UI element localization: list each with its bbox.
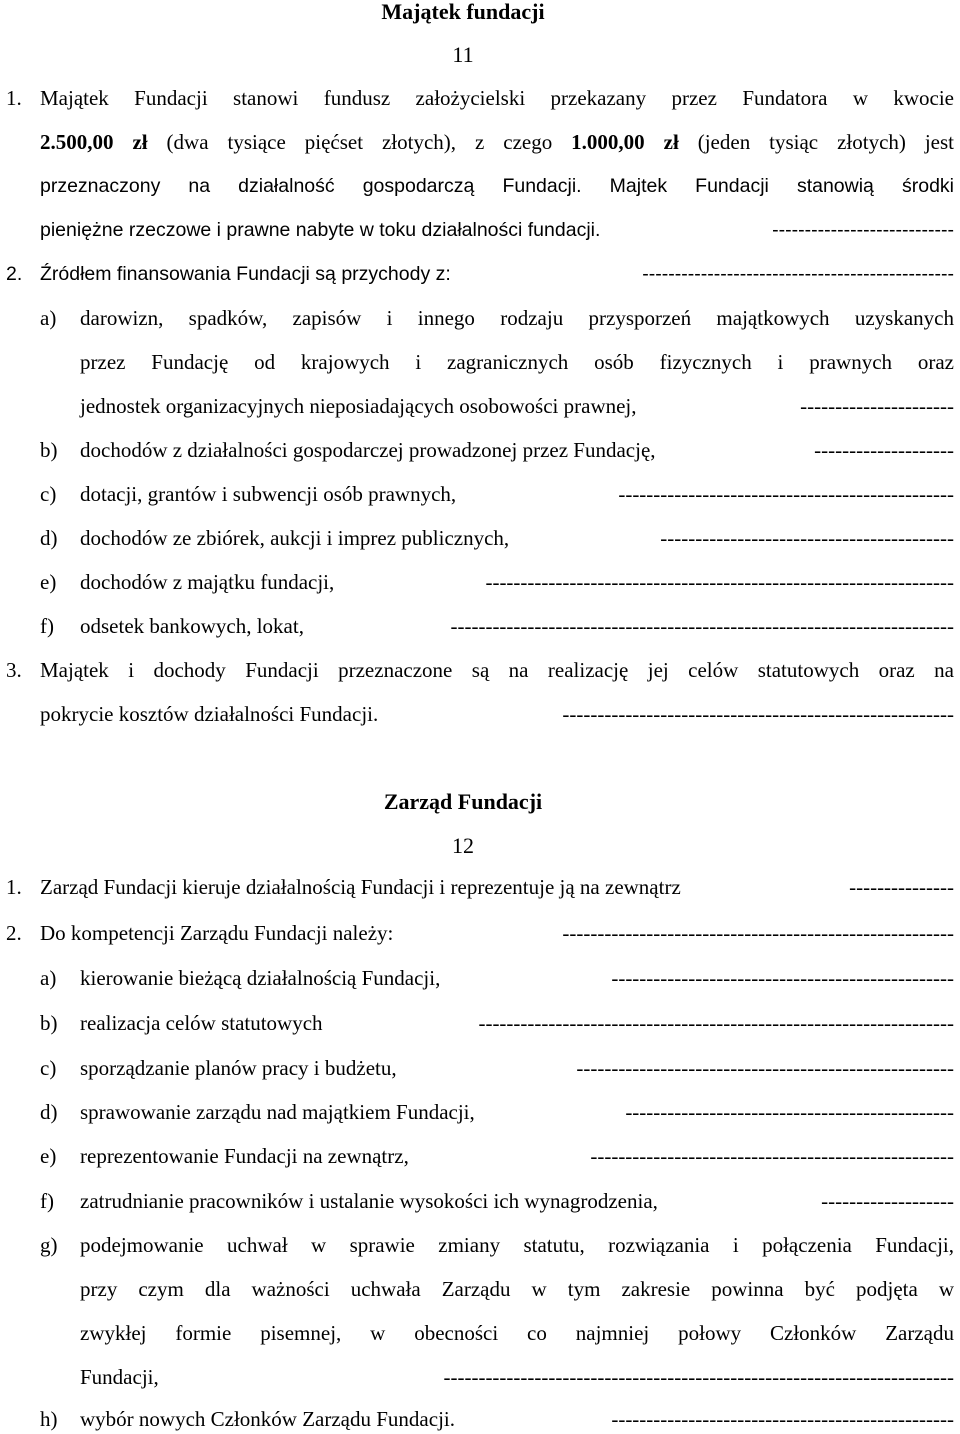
section-title: Zarząd Fundacji [383, 789, 543, 814]
item-text: przeznaczony na działalność gospodarczą Fundacji. Majtek Fundacji stanowią środki [40, 175, 954, 197]
filler-dashes: ------------------------------------------------ [618, 482, 954, 506]
filler-dashes: ------------------------------------------------ [642, 263, 954, 285]
list-letter: b) [40, 1011, 58, 1035]
item-number: 3. [6, 658, 22, 682]
list-letter: e) [40, 570, 57, 594]
paragraph-number: 11 [452, 42, 474, 67]
list-text: podejmowanie uchwał w sprawie zmiany statutu, rozwiązania i połączenia Fundacji, [80, 1233, 954, 1257]
list-text: przy czym dla ważności uchwała Zarządu w tym zakresie powinna być podjęta w [80, 1277, 954, 1301]
item-line [0, 918, 960, 948]
list-text: przez Fundację od krajowych i zagranicznych osób fizycznych i prawnych oraz [80, 350, 954, 374]
list-item [0, 611, 960, 641]
list-item [0, 1008, 960, 1038]
filler-dashes: ------------------------------------------------------------------------- [443, 1365, 954, 1389]
list-text: dochodów z działalności gospodarczej prowadzonej przez Fundację, [80, 438, 656, 462]
list-text: dotacji, grantów i subwencji osób prawnych, [80, 482, 457, 506]
item-line [0, 127, 960, 157]
filler-dashes: ------------------------------------------ [660, 526, 954, 550]
item-number: 2. [6, 921, 22, 945]
list-letter: a) [40, 966, 57, 990]
item-text: Zarząd Fundacji kieruje działalnością Fundacji i reprezentuje ją na zewnątrz [40, 875, 681, 899]
filler-dashes: -------------------- [814, 438, 954, 462]
item-text: Majątek i dochody Fundacji przeznaczone są na realizację jej celów statutowych oraz na [40, 658, 954, 682]
list-item [0, 435, 960, 465]
filler-dashes: ---------------------------- [772, 219, 954, 241]
list-letter: d) [40, 1100, 58, 1124]
filler-dashes: ---------------------- [800, 394, 954, 418]
filler-dashes: --------------- [849, 875, 954, 899]
item-text: pokrycie kosztów działalności Fundacji. [40, 702, 379, 726]
list-item [0, 963, 960, 993]
list-item [0, 523, 960, 553]
list-item [0, 303, 960, 333]
item-line [0, 655, 960, 685]
list-letter: b) [40, 438, 58, 462]
list-item [0, 1141, 960, 1171]
list-text: dochodów z majątku fundacji, [80, 570, 335, 594]
list-item [0, 567, 960, 597]
filler-dashes: ------------------------------------------------------------------- [485, 570, 954, 594]
list-text: dochodów ze zbiórek, aukcji i imprez publicznych, [80, 526, 510, 550]
list-letter: c) [40, 482, 57, 506]
list-item-cont [0, 1318, 960, 1348]
amount-business: 1.000,00 zł [571, 130, 679, 154]
list-item-cont [0, 1362, 960, 1392]
item-text: Do kompetencji Zarządu Fundacji należy: [40, 921, 394, 945]
list-text: kierowanie bieżącą działalnością Fundacji, [80, 966, 441, 990]
list-letter: h) [40, 1407, 58, 1431]
paragraph-number: 12 [452, 833, 474, 858]
item-line [0, 699, 960, 729]
list-text: wybór nowych Członków Zarządu Fundacji. [80, 1407, 455, 1431]
item-line [0, 872, 960, 902]
item-text [40, 127, 954, 157]
filler-dashes: -------------------------------------------------------- [562, 921, 954, 945]
list-item-cont [0, 347, 960, 377]
filler-dashes: ------------------------------------------------- [611, 966, 954, 990]
list-text: sprawowanie zarządu nad majątkiem Fundacji, [80, 1100, 475, 1124]
filler-dashes: ------------------------------------------------------------------------ [450, 614, 954, 638]
list-letter: c) [40, 1056, 57, 1080]
list-text: zatrudnianie pracowników i ustalanie wysokości ich wynagrodzenia, [80, 1189, 658, 1213]
list-text: zwykłej formie pisemnej, w obecności co najmniej połowy Członków Zarządu [80, 1321, 954, 1345]
item-line [0, 171, 960, 201]
list-text: reprezentowanie Fundacji na zewnątrz, [80, 1144, 409, 1168]
list-item [0, 1097, 960, 1127]
list-text: Fundacji, [80, 1365, 159, 1389]
list-item-cont [0, 391, 960, 421]
item-number: 2. [6, 263, 23, 285]
amount-total: 2.500,00 zł [40, 130, 148, 154]
list-letter: e) [40, 1144, 57, 1168]
item-line [0, 83, 960, 113]
amount-business-words: (jeden tysiąc złotych) jest [678, 130, 954, 154]
list-item [0, 479, 960, 509]
list-text: odsetek bankowych, lokat, [80, 614, 304, 638]
filler-dashes: -------------------------------------------------------- [562, 702, 954, 726]
list-text: realizacja celów statutowych [80, 1011, 323, 1035]
item-text: Źródłem finansowania Fundacji są przychody z: [40, 263, 451, 285]
list-item [0, 1404, 960, 1434]
list-text: sporządzanie planów pracy i budżetu, [80, 1056, 397, 1080]
list-text: darowizn, spadków, zapisów i innego rodzaju przysporzeń majątkowych uzyskanych [80, 306, 954, 330]
list-letter: d) [40, 526, 58, 550]
list-item [0, 1230, 960, 1260]
filler-dashes: ---------------------------------------------------- [590, 1144, 954, 1168]
amount-total-words: (dwa tysiące pięćset złotych), z czego [147, 130, 572, 154]
filler-dashes: -------------------------------------------------------------------- [478, 1011, 954, 1035]
filler-dashes: ------------------- [821, 1189, 954, 1213]
item-number: 1. [6, 86, 22, 110]
list-letter: f) [40, 614, 54, 638]
list-letter: g) [40, 1233, 58, 1257]
filler-dashes: ------------------------------------------------------ [576, 1056, 954, 1080]
item-number: 1. [6, 875, 22, 899]
item-text: Majątek Fundacji stanowi fundusz założycielski przekazany przez Fundatora w kwocie [40, 86, 954, 110]
item-line [0, 259, 960, 289]
list-item [0, 1053, 960, 1083]
list-item-cont [0, 1274, 960, 1304]
item-line [0, 215, 960, 245]
list-letter: a) [40, 306, 57, 330]
list-letter: f) [40, 1189, 54, 1213]
filler-dashes: ------------------------------------------------- [611, 1407, 954, 1431]
section-title: Majątek fundacji [381, 0, 545, 24]
item-text: pieniężne rzeczowe i prawne nabyte w toku działalności fundacji. [40, 219, 601, 241]
filler-dashes: ----------------------------------------------- [625, 1100, 954, 1124]
list-item [0, 1186, 960, 1216]
list-text: jednostek organizacyjnych nieposiadających osobowości prawnej, [80, 394, 637, 418]
